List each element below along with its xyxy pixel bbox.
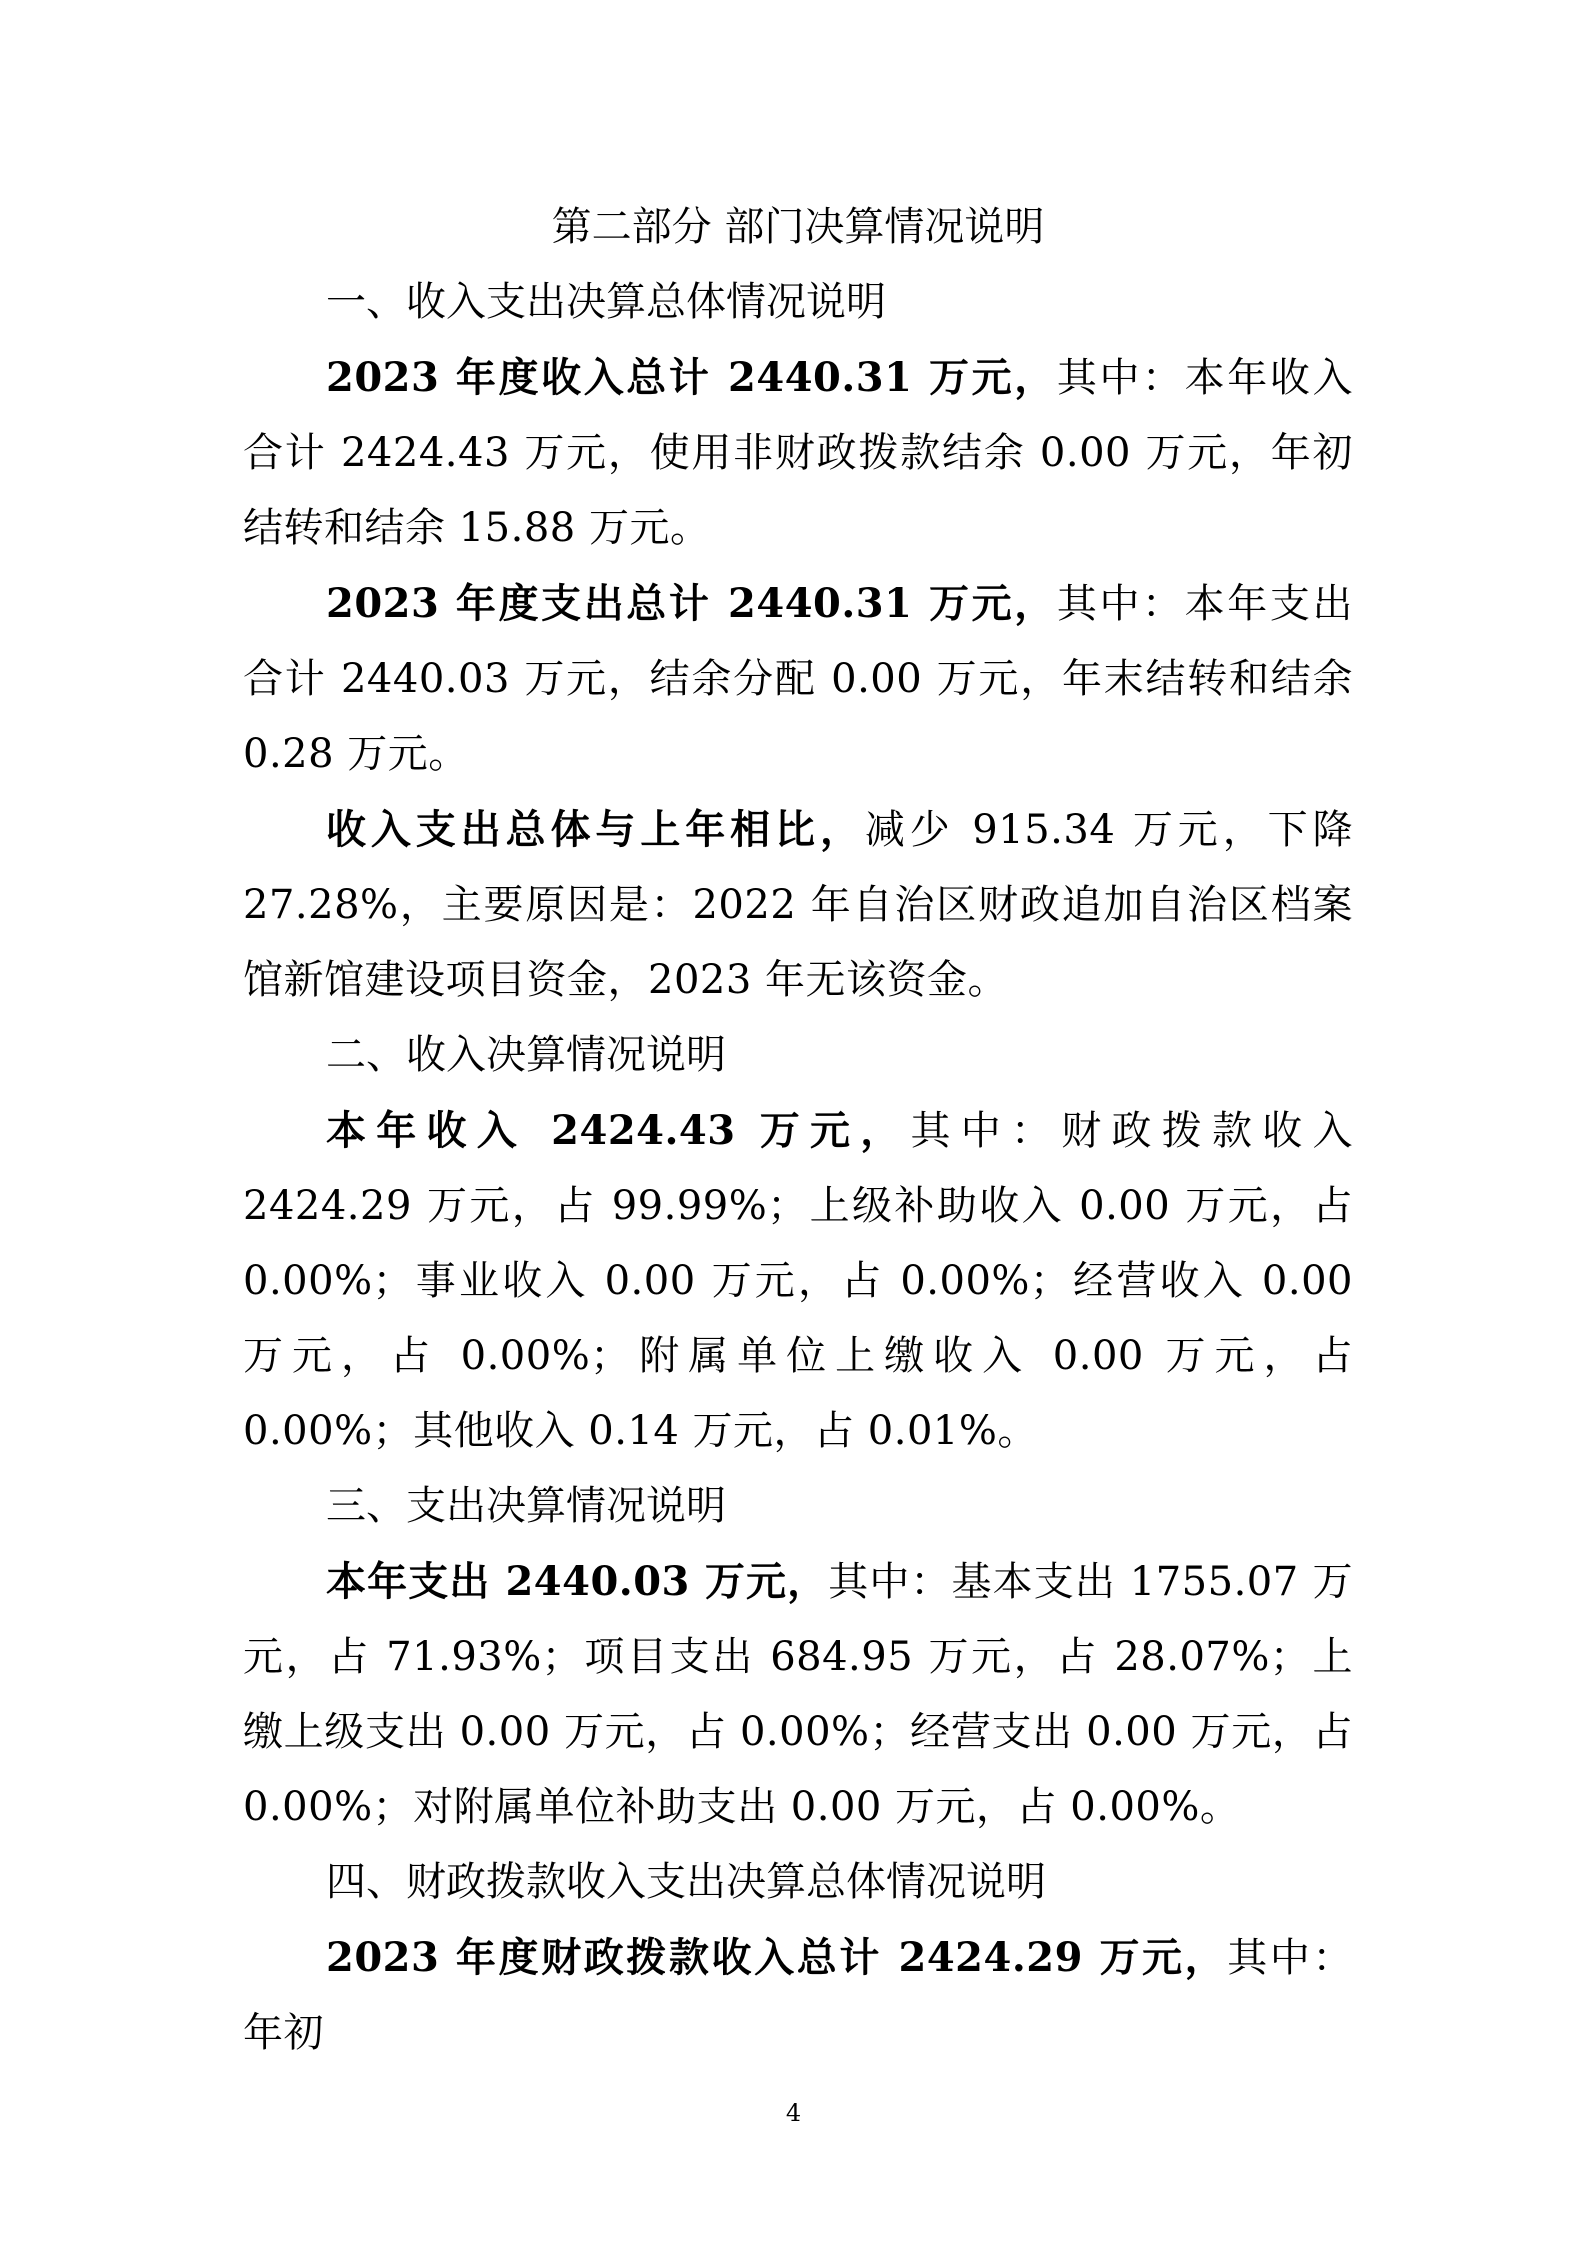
- paragraph-lead: 2023 年度财政拨款收入总计 2424.29 万元，: [326, 1934, 1228, 1981]
- paragraph-income-total: [243, 340, 1353, 566]
- paragraph-expense-detail: [243, 1544, 1353, 1845]
- section-heading-3: 三、支出决算情况说明: [326, 1483, 726, 1529]
- paragraph-expense-total: [243, 566, 1353, 792]
- paragraph-year-comparison: [243, 792, 1353, 1018]
- paragraph-lead: 2023 年度支出总计 2440.31 万元，: [326, 580, 1057, 627]
- page-number: 4: [785, 2099, 802, 2127]
- paragraph-income-detail: [243, 1093, 1353, 1469]
- paragraph-text: 其中：财政拨款收入 2424.29 万元，占 99.99%；上级补助收入 0.00 万元，占 0.00%；事业收入 0.00 万元，占 0.00%；经营收入 0.00 万元，占 0.00%；附属单位上缴收入 0.00 万元，占 0.00%；其他收入 0.14 万元，占 0.01%。: [243, 1108, 1354, 1454]
- paragraph-lead: 本年收入 2424.43 万元，: [326, 1107, 911, 1154]
- document-page: [243, 190, 1353, 2071]
- page-title: 第二部分 部门决算情况说明: [551, 204, 1045, 250]
- section-heading-4: 四、财政拨款收入支出决算总体情况说明: [326, 1859, 1046, 1905]
- paragraph-fiscal-allocation: [243, 1920, 1353, 2071]
- paragraph-lead: 2023 年度收入总计 2440.31 万元，: [326, 354, 1057, 401]
- paragraph-text: 减少 915.34 万元，下降 27.28%，主要原因是：2022 年自治区财政追加自治区档案馆新馆建设项目资金，2023 年无该资金。: [243, 807, 1354, 1003]
- section-heading-2: 二、收入决算情况说明: [326, 1032, 726, 1078]
- paragraph-lead: 收入支出总体与上年相比，: [326, 806, 865, 853]
- paragraph-lead: 本年支出 2440.03 万元，: [326, 1558, 829, 1605]
- paragraph-text: 其中：年初: [243, 1935, 1353, 2056]
- paragraph-text: 其中：本年支出合计 2440.03 万元，结余分配 0.00 万元，年末结转和结余 0.28 万元。: [243, 581, 1353, 777]
- paragraph-text: 其中：基本支出 1755.07 万元，占 71.93%；项目支出 684.95 万元，占 28.07%；上缴上级支出 0.00 万元，占 0.00%；经营支出 0.00 万元，占 0.00%；对附属单位补助支出 0.00 万元，占 0.00%。: [243, 1559, 1353, 1830]
- section-heading-1: 一、收入支出决算总体情况说明: [326, 279, 886, 325]
- paragraph-text: 其中：本年收入合计 2424.43 万元，使用非财政拨款结余 0.00 万元，年初结转和结余 15.88 万元。: [243, 355, 1353, 551]
